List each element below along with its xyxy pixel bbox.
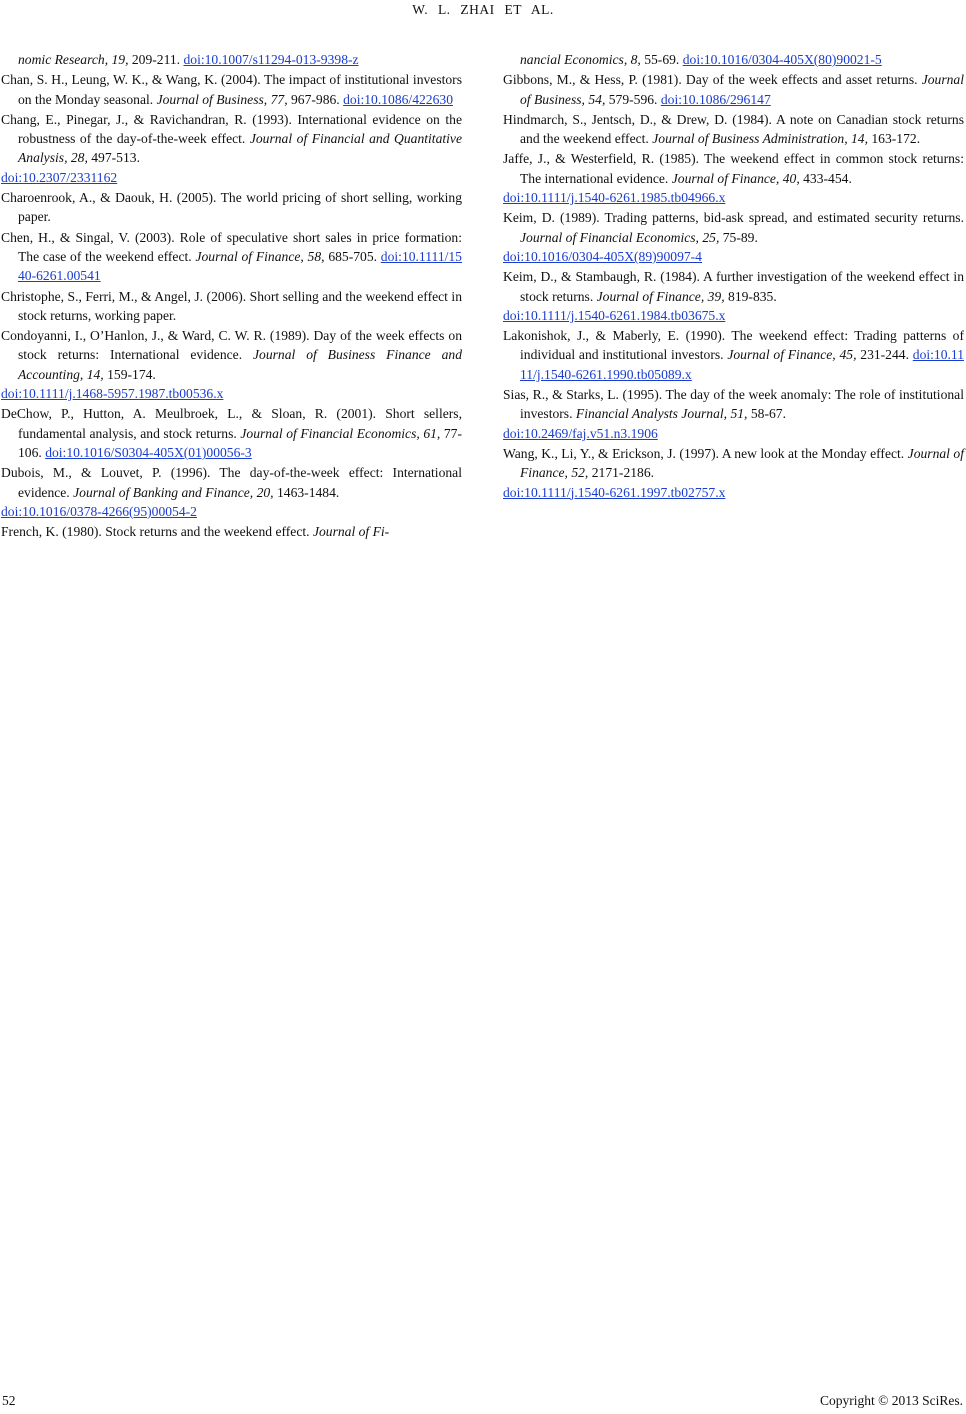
journal-name: Journal of Finance, 39, (596, 288, 725, 304)
reference-entry (1, 404, 462, 462)
running-head: W. L. ZHAI ET AL. (412, 2, 554, 17)
reference-continuation (1, 50, 462, 69)
reference-text: Hindmarch, S., Jentsch, D., & Drew, D. (1984). A note on Canadian stock returns and the weekend effect. (503, 111, 964, 147)
journal-name: Journal of Banking and Finance, 20, (73, 484, 274, 500)
reference-text: Condoyanni, I., O’Hanlon, J., & Ward, C. W. R. (1989). Day of the week effects on stock returns: International evidence. (1, 328, 462, 363)
reference-entry (503, 208, 964, 266)
reference-entry (503, 444, 964, 502)
reference-pages: 163-172. (867, 131, 921, 147)
reference-text: Jaffe, J., & Westerfield, R. (1985). The weekend effect in common stock returns: The international evidence. (503, 151, 964, 186)
reference-entry (1, 228, 462, 286)
journal-name: Journal of Business, 77, (156, 91, 288, 107)
reference-pages: 209-211. (128, 52, 184, 67)
reference-pages: 433-454. (799, 170, 852, 186)
doi-link[interactable]: doi:10.1086/296147 (660, 91, 771, 107)
doi-link[interactable]: doi:10.2469/faj.v51.n3.1906 (503, 425, 658, 441)
reference-text: DeChow, P., Hutton, A. Meulbroek, L., & Sloan, R. (2001). Short sellers, fundamental analysis, and stock returns. (1, 406, 462, 441)
reference-continuation (503, 50, 964, 69)
doi-link[interactable]: doi:10.1111/1540-6261.00541 (18, 248, 462, 284)
journal-name: Journal of Financial and Quantitative Analysis, 28, (18, 131, 462, 166)
journal-name: Journal of Fi- (312, 524, 390, 540)
journal-name: Journal of Business Finance and Accounting, 14, (18, 347, 462, 382)
reference-text: Wang, K., Li, Y., & Erickson, J. (1997). A new look at the Monday effect. (503, 445, 908, 461)
journal-name: Journal of Finance, 40, (671, 170, 800, 186)
journal-name: Journal of Financial Economics, 25, (520, 229, 720, 245)
page-number: 52 (2, 1393, 16, 1408)
doi-link[interactable]: doi:10.1111/j.1468-5957.1987.tb00536.x (1, 386, 224, 402)
reference-entry (503, 110, 964, 149)
doi-link[interactable]: doi:10.1086/422630 (343, 91, 453, 107)
reference-text: Lakonishok, J., & Maberly, E. (1990). The weekend effect: Trading patterns of individual and institutional investors. (503, 328, 964, 363)
doi-link[interactable]: doi:10.1111/j.1540-6261.1990.tb05089.x (520, 347, 964, 382)
reference-text: Chan, S. H., Leung, W. K., & Wang, K. (2004). The impact of institutional investors on the Monday seasonal. (1, 72, 462, 107)
journal-name: Journal of Business, 54, (520, 72, 964, 107)
reference-pages: 231-244. (856, 347, 913, 363)
doi-link[interactable]: doi:10.1111/j.1540-6261.1997.tb02757.x (503, 484, 726, 500)
reference-pages: 1463-1484. (273, 484, 340, 500)
reference-entry (1, 110, 462, 187)
reference-entry (1, 522, 462, 541)
reference-pages: 55-69. (640, 52, 683, 67)
reference-pages: 2171-2186. (588, 465, 655, 481)
reference-text: Dubois, M., & Louvet, P. (1996). The day-of-the-week effect: International evidence. (1, 465, 462, 500)
journal-name: nomic Research, 19, (18, 52, 129, 67)
doi-link[interactable]: doi:10.1111/j.1540-6261.1985.tb04966.x (503, 190, 726, 206)
doi-link[interactable]: doi:10.1016/0378-4266(95)00054-2 (1, 503, 197, 519)
reference-pages: 819-835. (724, 288, 777, 304)
reference-entry (1, 463, 462, 521)
reference-entry (1, 287, 462, 326)
reference-pages: 75-89. (719, 229, 758, 245)
reference-pages: 967-986. (287, 91, 344, 107)
reference-pages: 579-596. (605, 91, 661, 107)
reference-entry (503, 70, 964, 109)
journal-name: Journal of Business Administration, 14, (652, 131, 868, 147)
reference-text: Keim, D. (1989). Trading patterns, bid-ask spread, and estimated security returns. (503, 210, 964, 226)
reference-text: Chang, E., Pinegar, J., & Ravichandran, R. (1993). International evidence on the robustness of the day-of-the-week effect. (1, 111, 462, 147)
doi-link[interactable]: doi:10.2307/2331162 (1, 169, 118, 185)
reference-entry (1, 70, 462, 109)
reference-text: Christophe, S., Ferri, M., & Angel, J. (2006). Short selling and the weekend effect in stock returns, working paper. (1, 288, 462, 323)
journal-name: Journal of Finance, 58, (195, 248, 325, 264)
reference-entry (503, 267, 964, 325)
doi-link[interactable]: doi:10.1111/j.1540-6261.1984.tb03675.x (503, 307, 726, 323)
reference-pages: 159-174. (103, 366, 156, 382)
reference-pages: 497-513. (87, 150, 140, 166)
references-right-column (503, 50, 964, 503)
journal-name: nancial Economics, 8, (520, 52, 641, 67)
reference-text: French, K. (1980). Stock returns and the weekend effect. (1, 524, 313, 540)
reference-text: Sias, R., & Starks, L. (1995). The day of the week anomaly: The role of institutional investors. (503, 387, 964, 422)
references-left-column (1, 50, 462, 542)
reference-pages: 685-705. (324, 248, 381, 264)
reference-text: Gibbons, M., & Hess, P. (1981). Day of the week effects and asset returns. (503, 72, 922, 88)
journal-name: Journal of Finance, 45, (727, 347, 857, 363)
reference-text: Chen, H., & Singal, V. (2003). Role of speculative short sales in price formation: The case of the weekend effect. (1, 229, 462, 264)
reference-pages: 77-106. (18, 425, 462, 460)
journal-name: Journal of Finance, 52, (520, 445, 964, 481)
reference-text: Charoenrook, A., & Daouk, H. (2005). The world pricing of short selling, working paper. (1, 190, 462, 225)
journal-name: Financial Analysts Journal, 51, (575, 406, 748, 422)
reference-entry (1, 326, 462, 403)
doi-link[interactable]: doi:10.1016/0304-405X(80)90021-5 (682, 52, 882, 67)
reference-entry (503, 385, 964, 443)
doi-link[interactable]: doi:10.1016/S0304-405X(01)00056-3 (45, 444, 252, 460)
reference-entry (1, 188, 462, 227)
reference-pages: 58-67. (747, 406, 786, 422)
journal-name: Journal of Financial Economics, 61, (240, 425, 441, 441)
copyright-notice: Copyright © 2013 SciRes. (819, 1393, 963, 1408)
reference-text: Keim, D., & Stambaugh, R. (1984). A further investigation of the weekend effect in stock returns. (503, 269, 964, 304)
reference-entry (503, 326, 964, 384)
doi-link[interactable]: doi:10.1016/0304-405X(89)90097-4 (503, 248, 702, 264)
reference-entry (503, 149, 964, 207)
doi-link[interactable]: doi:10.1007/s11294-013-9398-z (183, 52, 359, 67)
